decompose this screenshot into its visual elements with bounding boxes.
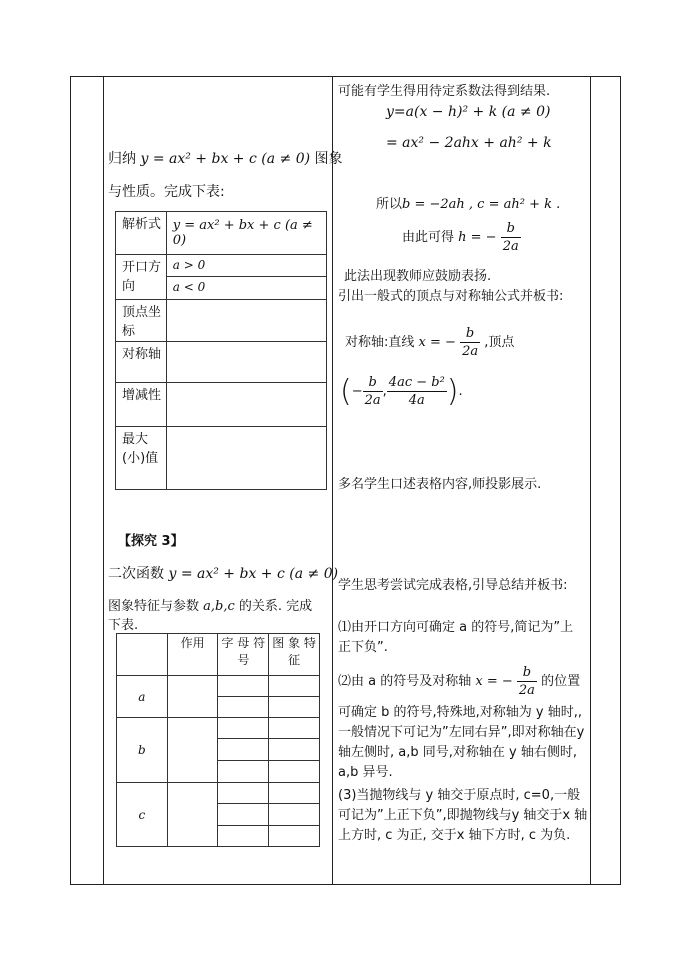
table-header: 图 象 特征 [269,634,320,676]
table-cell [218,761,269,783]
opening-up-value: a > 0 [167,255,326,277]
method-intro: 可能有学生得用待定系数法得到结果. [338,84,551,99]
fraction-denominator: 4a [408,393,425,408]
table-row-label: 增减性 [116,383,167,427]
table-cell [167,718,218,783]
so-formula: b = −2ah , c = ah² + k . [402,197,561,212]
so-prefix: 所以 [376,197,403,212]
table-cell [166,427,326,490]
table-cell [269,697,320,718]
table-cell [269,676,320,697]
param-b-label: b [117,718,168,783]
rule-2-suffix: 的位置 [541,674,581,689]
fraction [363,374,383,409]
table-cell [218,826,269,847]
rule-1: ⑴由开口方向可确定 a 的符号,简记为”上正下负”. [338,620,574,655]
derive-lhs: h = − [458,230,497,245]
right-paren: ) [446,374,459,409]
table-cell [218,739,269,761]
fraction [517,664,537,699]
table-header: 字 母 符号 [218,634,269,676]
explore-params: a,b,c [203,599,235,614]
summary-formula: y = ax² + bx + c (a ≠ 0) [140,151,311,167]
axis-prefix: 对称轴:直线 [345,335,415,350]
parameter-table [116,633,320,847]
table-cell [269,761,320,783]
fraction-numerator: b [460,325,480,343]
table-header: 作用 [167,634,218,676]
explore-line2-text-b: 的关系. 完成 [238,599,313,614]
summary-line2: 与性质。完成下表: [108,184,225,200]
explore-formula: y = ax² + bx + c (a ≠ 0) [168,566,339,582]
explore-line3: 下表. [108,618,139,633]
vertex-form-equation: y=a(x − h)² + k (a ≠ 0) [386,104,551,120]
table-cell [218,804,269,826]
column-divider [332,77,333,884]
table-row-label: 对称轴 [116,342,167,383]
column-divider [590,77,591,884]
explore-heading: 【探究 3】 [118,534,184,549]
summary-line [108,148,343,168]
table-cell [218,783,269,804]
fraction-denominator: 2a [462,344,479,359]
rule-3: (3)当抛物线与 y 轴交于原点时, c=0,一般可记为”上正下负”,即抛物线与y 轴交于x 轴上方时, c 为正, 交于x 轴下方时, c 为负. [338,788,588,843]
summary-prefix: 归纳 [108,151,136,167]
rule-2-line1 [338,664,580,699]
opening-down-value: a < 0 [172,280,206,294]
table-cell [218,718,269,739]
table-cell [269,718,320,739]
table-cell [167,676,218,718]
table-header [117,634,168,676]
table-cell [167,783,218,847]
explore-line1 [108,563,338,583]
fraction-numerator: b [501,220,521,238]
table-cell [269,826,320,847]
rule-2-prefix: ⑵由 a 的符号及对称轴 [338,674,472,689]
oral-note: 多名学生口述表格内容,师投影展示. [338,477,542,492]
table-cell [166,383,326,427]
vertex-formula: (− $\frac{b}{2a}$ , $\frac{\text{4ac − b²}}{4a}$ ). [340,374,463,409]
left-paren: ( [340,374,352,409]
encourage-note: 此法出现教师应鼓励表扬. [344,269,492,284]
h-derivation [402,220,521,255]
table-cell [218,697,269,718]
fraction-denominator: 2a [502,239,519,254]
table-cell [166,342,326,383]
table-cell: y = ax² + bx + c (a ≠ 0) [166,212,326,255]
fraction [501,220,521,255]
explore-line2 [108,595,312,614]
fraction-denominator: 2a [518,683,535,698]
fraction-numerator: b [363,374,383,392]
summary-suffix: 图象 [314,151,343,167]
table-cell [166,300,326,342]
param-a-label: a [117,676,168,718]
opening-direction-cell [166,255,326,300]
fraction-denominator: 2a [364,393,381,408]
table-cell [218,676,269,697]
column-divider [103,77,104,884]
param-c-label: c [117,783,168,847]
explore-line2-text: 图象特征与参数 [108,599,200,614]
table-row-label: 开口方向 [116,255,167,300]
introduce-formula: 引出一般式的顶点与对称轴公式并板书: [338,289,564,304]
table-cell [269,783,320,804]
table-cell [269,804,320,826]
coefficient-relation [376,193,560,212]
fraction-numerator: b [517,664,537,682]
axis-formula [345,325,514,360]
table-cell [269,739,320,761]
table-row-label: 解析式 [116,212,167,255]
table-row-label: 顶点坐标 [116,300,167,342]
rule-2-lhs: x = − [475,674,513,689]
think-note: 学生思考尝试完成表格,引导总结并板书: [338,578,568,593]
derive-prefix: 由此可得 [402,230,455,245]
fraction [387,374,447,409]
axis-lhs: x = − [418,335,456,350]
rule-2-body: 可确定 b 的符号,特殊地,对称轴为 y 轴时,,一般情况下可记为”左同右异”,即对称轴在y 轴左侧时, a,b 同号,对称轴在 y 轴右侧时, a,b 异号. [338,705,585,780]
axis-suffix: ,顶点 [484,335,515,350]
explore-prefix: 二次函数 [108,566,164,582]
fraction-numerator: 4ac − b² [388,375,445,390]
fraction [460,325,480,360]
table-row-label: 最大(小)值 [116,427,167,490]
expanded-equation: = ax² − 2ahx + ah² + k [386,135,552,151]
properties-table [115,211,327,490]
